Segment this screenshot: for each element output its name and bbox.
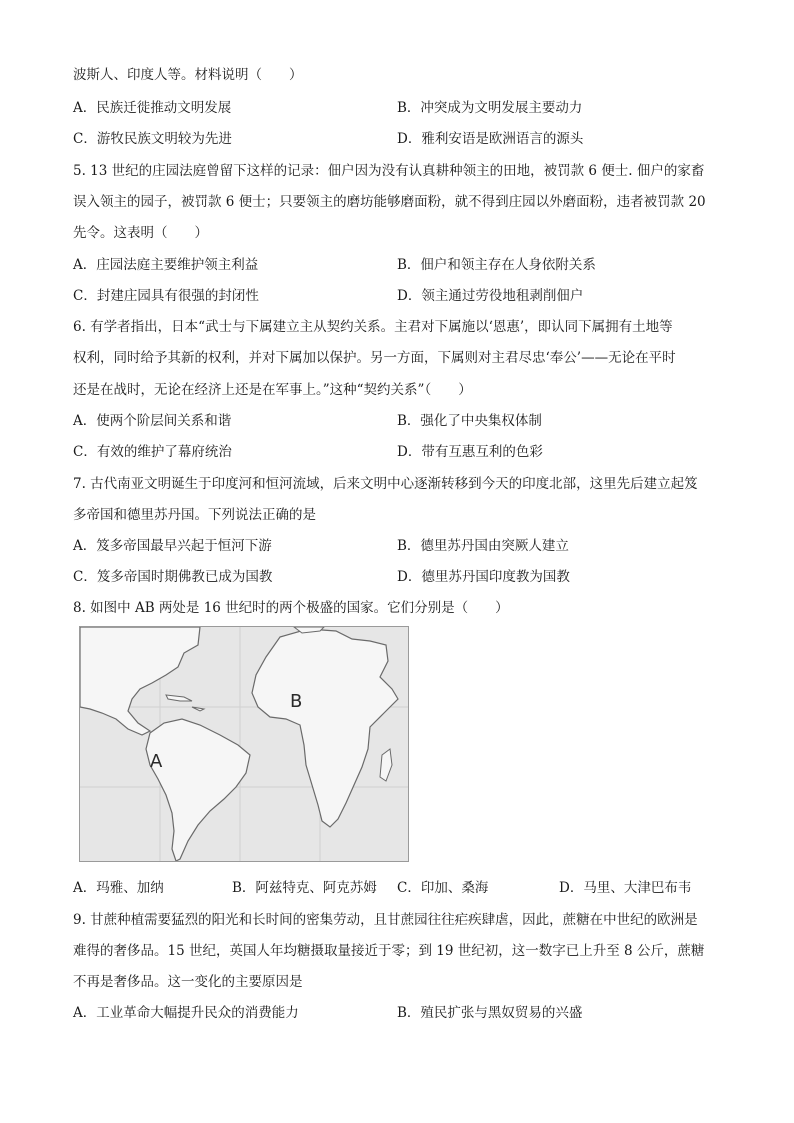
q5-stem-line-2: 误入领主的园子，被罚款 6 便士；只要领主的磨坊能够磨面粉，就不得到庄园以外磨面粉，违者被罚款 20 [73,194,706,210]
q5-option-a: A．庄园法庭主要维护领主利益 [73,257,259,273]
q4-option-d: D．雅利安语是欧洲语言的源头 [397,131,584,147]
atlantic-map [79,626,409,862]
q6-option-a: A．使两个阶层间关系和谐 [73,413,232,429]
atlantic-map-drawing [80,627,408,861]
q9-stem-line-3: 不再是奢侈品。这一变化的主要原因是 [73,974,303,990]
q8-option-c: C．印加、桑海 [397,880,489,896]
q6-stem-line-1: 6. 有学者指出，日本“武士与下属建立主从契约关系。主君对下属施以‘恩惠’，即认同下属拥有土地等 [73,319,673,335]
q6-option-d: D．带有互惠互利的色彩 [397,444,543,460]
q5-option-d: D．领主通过劳役地租剥削佃户 [397,288,584,304]
q8-option-a: A．玛雅、加纳 [73,880,164,896]
q7-stem-line-1: 7. 古代南亚文明诞生于印度河和恒河流域，后来文明中心逐渐转移到今天的印度北部，这里先后建立起笈 [73,476,698,492]
q8-option-b: B．阿兹特克、阿克苏姆 [232,880,377,896]
q9-stem-line-1: 9. 甘蔗种植需要猛烈的阳光和长时间的密集劳动，且甘蔗园往往疟疾肆虐，因此，蔗糖在中世纪的欧洲是 [73,912,698,928]
q7-option-b: B．德里苏丹国由突厥人建立 [397,538,569,554]
q5-option-c: C．封建庄园具有很强的封闭性 [73,288,259,304]
q7-stem-line-2: 多帝国和德里苏丹国。下列说法正确的是 [73,507,316,523]
q7-option-d: D．德里苏丹国印度教为国教 [397,569,570,585]
q7-option-a: A．笈多帝国最早兴起于恒河下游 [73,538,272,554]
q7-option-c: C．笈多帝国时期佛教已成为国教 [73,569,273,585]
q6-stem-line-3: 还是在战时，无论在经济上还是在军事上。”这种“契约关系”（ ） [73,382,472,398]
q9-stem-line-2: 难得的奢侈品。15 世纪，英国人年均糖摄取量接近于零；到 19 世纪初，这一数字已上升至 8 公斤，蔗糖 [73,943,705,959]
q9-option-b: B．殖民扩张与黑奴贸易的兴盛 [397,1005,583,1021]
q5-option-b: B．佃户和领主存在人身依附关系 [397,257,596,273]
q4-option-b: B．冲突成为文明发展主要动力 [397,100,583,116]
q4-stem-tail: 波斯人、印度人等。材料说明（ ） [73,67,303,83]
q5-stem-line-3: 先令。这表明（ ） [73,225,208,241]
map-label-a: A [150,751,163,772]
map-label-b: B [290,691,303,712]
q9-option-a: A．工业革命大幅提升民众的消费能力 [73,1005,299,1021]
q6-option-c: C．有效的维护了幕府统治 [73,444,232,460]
q4-option-c: C．游牧民族文明较为先进 [73,131,232,147]
q8-option-d: D．马里、大津巴布韦 [559,880,692,896]
q4-option-a: A．民族迁徙推动文明发展 [73,100,232,116]
q6-stem-line-2: 权利，同时给予其新的权利，并对下属加以保护。另一方面，下属则对主君尽忠‘奉公’——无论在平时 [73,350,676,366]
q5-stem-line-1: 5. 13 世纪的庄园法庭曾留下这样的记录：佃户因为没有认真耕种领主的田地，被罚款 6 便士. 佃户的家畜 [73,163,705,179]
q8-stem: 8. 如图中 AB 两处是 16 世纪时的两个极盛的国家。它们分别是（ ） [73,600,509,616]
q6-option-b: B．强化了中央集权体制 [397,413,542,429]
